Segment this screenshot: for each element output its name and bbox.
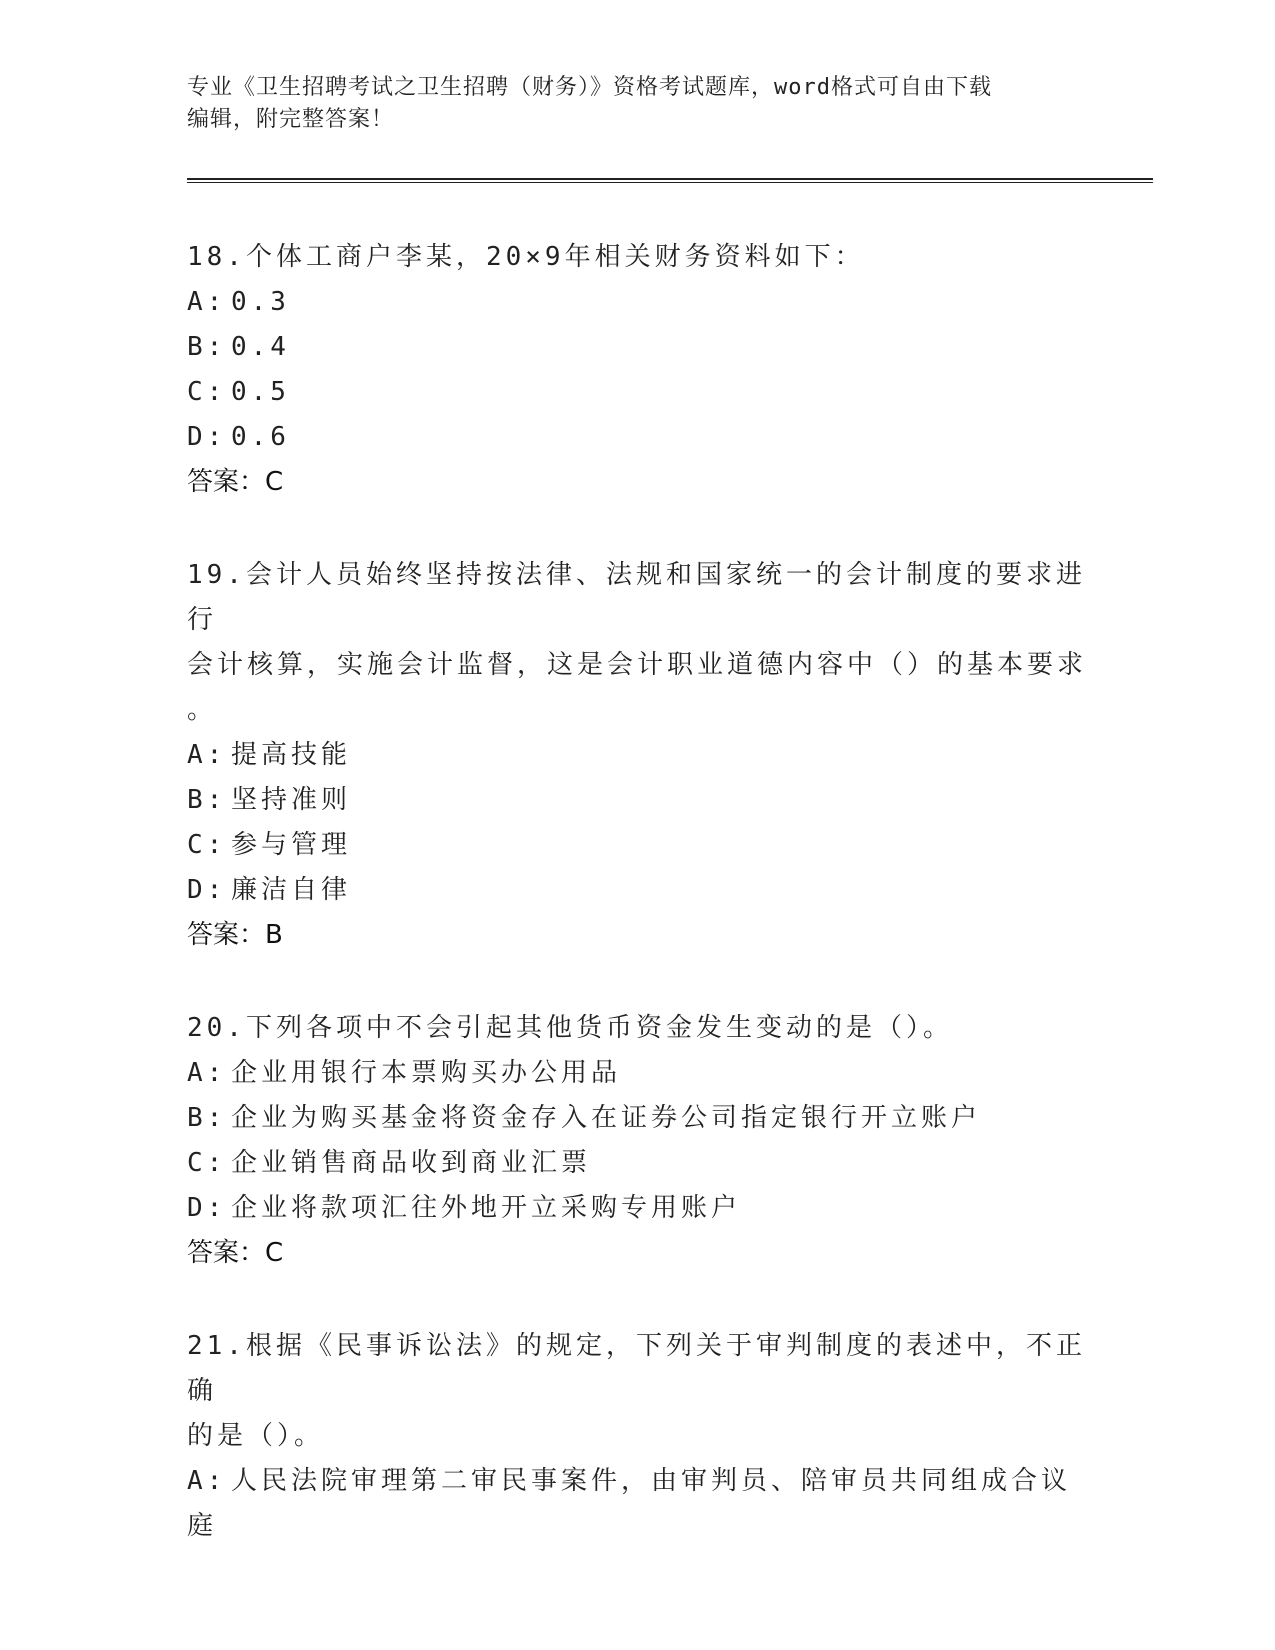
question-text: 21.根据《民事诉讼法》的规定，下列关于审判制度的表述中，不正确: [187, 1331, 1086, 1406]
option-a: [187, 733, 1087, 778]
option-text: 提高技能: [231, 740, 352, 770]
option-key: A:: [187, 287, 227, 317]
option-key: D:: [187, 1193, 227, 1223]
option-key: A:: [187, 740, 227, 770]
option-key: A:: [187, 1466, 227, 1496]
option-text: 0.3: [231, 287, 290, 317]
header-line-1: 专业《卫生招聘考试之卫生招聘（财务）》资格考试题库，word格式可自由下载: [187, 75, 992, 100]
option-text: 企业将款项汇往外地开立采购专用账户: [231, 1193, 742, 1223]
option-text: 企业销售商品收到商业汇票: [231, 1148, 592, 1178]
document-header: [187, 72, 1067, 136]
option-text: 参与管理: [231, 830, 352, 860]
option-key: A:: [187, 1058, 227, 1088]
option-key: B:: [187, 1103, 227, 1133]
option-b: [187, 325, 1087, 370]
option-key: B:: [187, 332, 227, 362]
question-text: 20.下列各项中不会引起其他货币资金发生变动的是（）。: [187, 1013, 953, 1043]
option-key: D:: [187, 422, 227, 452]
option-key: C:: [187, 1148, 227, 1178]
option-d: [187, 1186, 1087, 1231]
option-text: 坚持准则: [231, 785, 352, 815]
answer-line: 答案：C: [187, 1238, 284, 1268]
question-19: [187, 553, 1087, 958]
question-text: 会计核算，实施会计监督，这是会计职业道德内容中（）的基本要求: [187, 650, 1088, 680]
option-text: 人民法院审理第二审民事案件，由审判员、陪审员共同组成合议庭: [187, 1466, 1072, 1541]
option-text: 企业用银行本票购买办公用品: [231, 1058, 622, 1088]
question-list: [187, 235, 1087, 1597]
option-d: [187, 415, 1087, 460]
option-c: [187, 1141, 1087, 1186]
question-20: [187, 1006, 1087, 1276]
question-text: 。: [187, 695, 218, 725]
option-b: [187, 778, 1087, 823]
question-21: [187, 1324, 1087, 1549]
answer-line: 答案：B: [187, 920, 283, 950]
option-key: B:: [187, 785, 227, 815]
option-a: [187, 1051, 1087, 1096]
option-a: [187, 280, 1087, 325]
option-d: [187, 868, 1087, 913]
option-text: 企业为购买基金将资金存入在证券公司指定银行开立账户: [231, 1103, 982, 1133]
option-key: C:: [187, 377, 227, 407]
option-b: [187, 1096, 1087, 1141]
option-text: 0.4: [231, 332, 290, 362]
option-text: 0.6: [231, 422, 290, 452]
option-a: [187, 1459, 1087, 1549]
question-18: [187, 235, 1087, 505]
question-text: 18.个体工商户李某，20×9年相关财务资料如下：: [187, 242, 865, 272]
option-text: 0.5: [231, 377, 290, 407]
option-c: [187, 823, 1087, 868]
question-text: 的是（）。: [187, 1421, 325, 1451]
header-divider: [187, 178, 1153, 183]
header-line-2: 编辑，附完整答案！: [187, 107, 395, 132]
question-text: 19.会计人员始终坚持按法律、法规和国家统一的会计制度的要求进行: [187, 560, 1086, 635]
answer-line: 答案：C: [187, 467, 284, 497]
option-key: C:: [187, 830, 227, 860]
option-key: D:: [187, 875, 227, 905]
option-c: [187, 370, 1087, 415]
option-text: 廉洁自律: [231, 875, 352, 905]
